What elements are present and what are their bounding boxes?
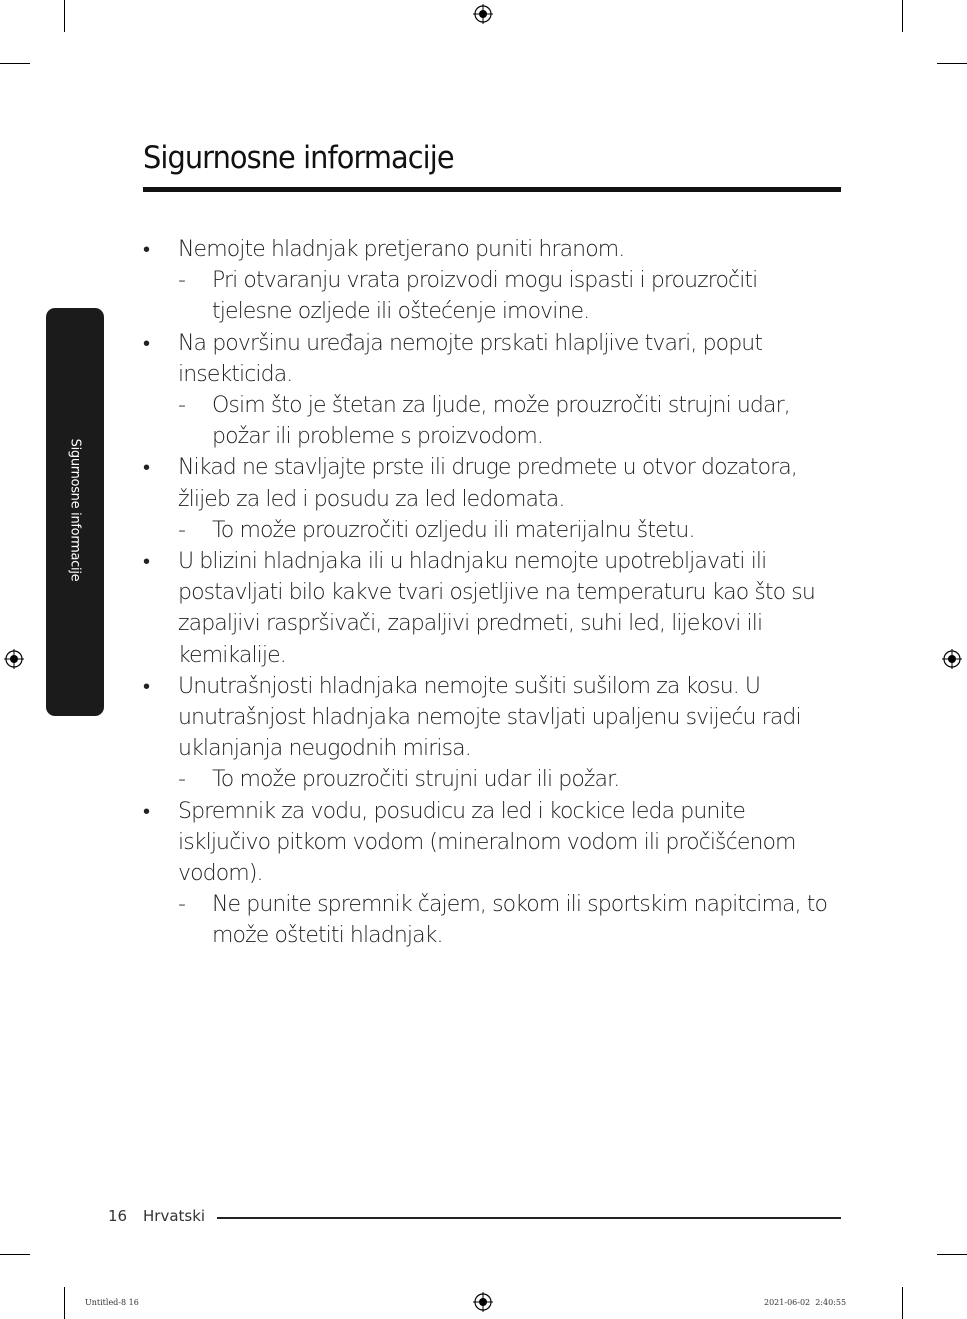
sub-list (178, 515, 843, 546)
crop-mark (937, 63, 967, 64)
sub-item-text: To može prouzročiti strujni udar ili požar. (212, 767, 620, 793)
bullet-icon: • (143, 330, 150, 355)
crop-mark (0, 63, 30, 64)
list-item-text: Na površinu uređaja nemojte prskati hlapljive tvari, poput insekticida. (178, 330, 763, 387)
dash-icon: - (178, 268, 186, 294)
list-item-text: Nemojte hladnjak pretjerano puniti hranom. (178, 237, 625, 262)
page-number: 16 (108, 1207, 128, 1225)
bullet-icon: • (143, 549, 150, 574)
sub-item (178, 515, 843, 546)
sub-item (178, 390, 843, 452)
bullet-icon: • (143, 673, 150, 698)
list-item (143, 234, 843, 328)
bullet-icon: • (143, 455, 150, 480)
sub-item (178, 764, 843, 795)
registration-mark-icon (942, 649, 962, 669)
page-title: Sigurnosne informacije (143, 140, 454, 176)
crop-mark (937, 1254, 967, 1255)
crop-mark (902, 0, 903, 32)
sub-list (178, 889, 843, 951)
list-item-text: U blizini hladnjaka ili u hladnjaku nemojte upotrebljavati ili postavljati bilo kakve tvari osjetljive na temperaturu kao što su zapaljivi raspršivači, zapaljivi predmeti, suhi led, lijekovi ili kemikalije. (178, 549, 815, 668)
title-rule (143, 187, 841, 192)
dash-icon: - (178, 892, 186, 918)
list-item-text: Spremnik za vodu, posudicu za led i kockice leda punite isključivo pitkom vodom (mineralnom vodom ili pročišćenom vodom). (178, 798, 796, 887)
sub-item-text: Osim što je štetan za ljude, može prouzročiti strujni udar, požar ili probleme s proizvodom. (212, 393, 790, 450)
registration-mark-icon (473, 1292, 493, 1312)
sub-item-text: To može prouzročiti ozljedu ili materijalnu štetu. (212, 517, 695, 543)
crop-mark (64, 0, 65, 32)
list-item-text: Nikad ne stavljajte prste ili druge predmete u otvor dozatora, žlijeb za led i posudu za led ledomata. (178, 455, 797, 512)
sub-list (178, 764, 843, 795)
list-item-text: Unutrašnjosti hladnjaka nemojte sušiti sušilom za kosu. U unutrašnjost hladnjaka nemojte stavljati upaljenu svijeću radi uklanjanja neugodnih mirisa. (178, 673, 801, 762)
content (143, 234, 843, 952)
list-item (143, 671, 843, 796)
bullet-list (143, 234, 843, 952)
print-slug-file: Untitled-8 16 (85, 1298, 139, 1307)
sub-item (178, 265, 843, 327)
crop-mark (64, 1287, 65, 1319)
list-item (143, 328, 843, 453)
crop-mark (0, 1254, 30, 1255)
registration-mark-icon (4, 649, 24, 669)
dash-icon: - (178, 517, 186, 543)
sub-item-text: Ne punite spremnik čajem, sokom ili sportskim napitcima, to može oštetiti hladnjak. (212, 892, 828, 949)
side-tab-label: Sigurnosne informacije (67, 438, 83, 582)
sub-list (178, 265, 843, 327)
dash-icon: - (178, 767, 186, 793)
footer-language: Hrvatski (143, 1207, 206, 1225)
sub-item (178, 889, 843, 951)
list-item (143, 796, 843, 952)
print-slug-timestamp: 2021-06-02 ￼￼ 2:40:55 (764, 1298, 847, 1307)
list-item (143, 452, 843, 546)
footer-rule (217, 1217, 841, 1219)
bullet-icon: • (143, 237, 150, 261)
crop-mark (902, 1287, 903, 1319)
bullet-icon: • (143, 798, 150, 823)
registration-mark-icon (473, 4, 493, 24)
dash-icon: - (178, 393, 186, 419)
sub-list (178, 390, 843, 452)
sub-item-text: Pri otvaranju vrata proizvodi mogu ispasti i prouzročiti tjelesne ozljede ili oštećenje imovine. (212, 268, 758, 325)
list-item (143, 546, 843, 671)
